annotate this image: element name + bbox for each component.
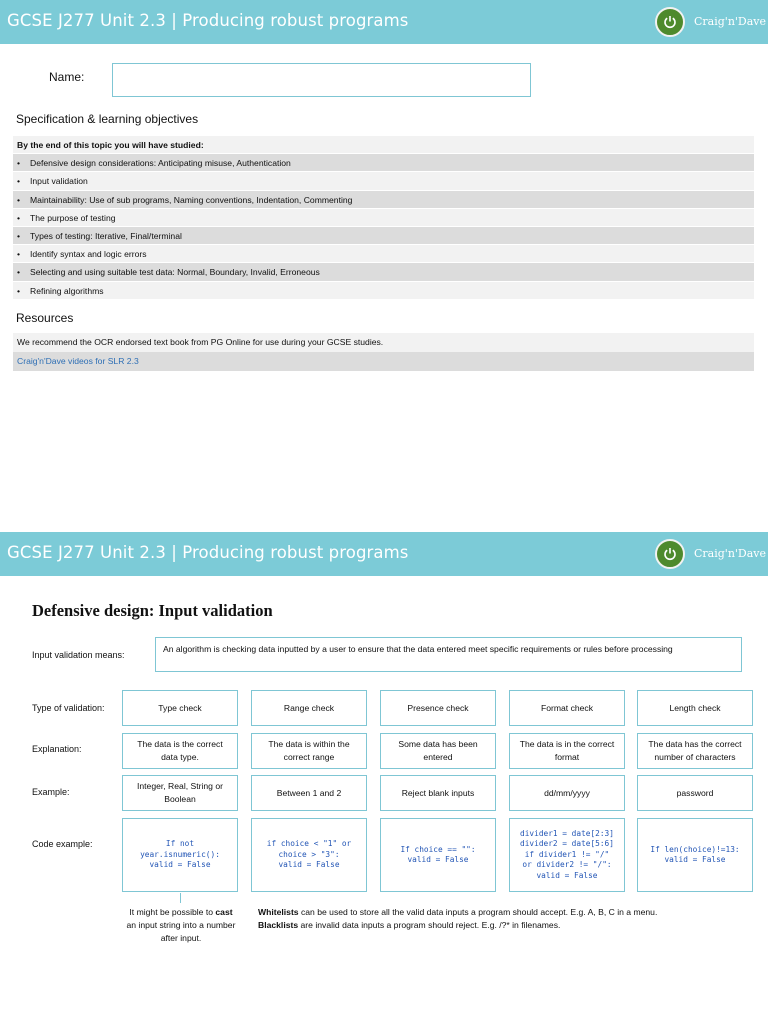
type-cell: Format check bbox=[509, 690, 625, 726]
list-item: • Input validation bbox=[13, 172, 754, 190]
code-snippet: If not year.isnumeric(): valid = False bbox=[140, 839, 220, 870]
logo-text: Craig'n'Dave bbox=[694, 547, 767, 560]
list-item: • Identify syntax and logic errors bbox=[13, 245, 754, 263]
header-bar-page-2 bbox=[0, 532, 768, 576]
code-snippet: if choice < "1" or choice > "3": valid = False bbox=[266, 839, 352, 870]
header-title: GCSE J277 Unit 2.3 | Producing robust programs bbox=[7, 11, 409, 30]
resources-link[interactable]: Craig'n'Dave videos for SLR 2.3 bbox=[13, 352, 754, 371]
power-icon bbox=[655, 539, 685, 569]
name-field[interactable] bbox=[112, 63, 531, 97]
code-cell bbox=[380, 818, 496, 892]
explanation-cell: The data is in the correct format bbox=[509, 733, 625, 769]
code-cell bbox=[122, 818, 238, 892]
example-cell: password bbox=[637, 775, 753, 811]
code-snippet: If len(choice)!=13: valid = False bbox=[650, 844, 740, 864]
definition-box: An algorithm is checking data inputted by a user to ensure that the data entered meet specific requirements or rules before processing bbox=[155, 637, 742, 672]
code-snippet: If choice == "": valid = False bbox=[400, 844, 476, 864]
list-item: • Types of testing: Iterative, Final/terminal bbox=[13, 227, 754, 245]
definition-label: Input validation means: bbox=[32, 650, 125, 660]
type-cell: Range check bbox=[251, 690, 367, 726]
header-bar-page-1 bbox=[0, 0, 768, 44]
code-cell bbox=[251, 818, 367, 892]
page-title: Defensive design: Input validation bbox=[32, 601, 273, 620]
row-label-explanation: Explanation: bbox=[32, 744, 82, 754]
row-label-code: Code example: bbox=[32, 839, 93, 849]
resources-table bbox=[13, 333, 754, 371]
list-item: • The purpose of testing bbox=[13, 209, 754, 227]
spec-heading: Specification & learning objectives bbox=[16, 112, 199, 126]
explanation-cell: The data is the correct data type. bbox=[122, 733, 238, 769]
logo-text: Craig'n'Dave bbox=[694, 15, 767, 28]
example-cell: Between 1 and 2 bbox=[251, 775, 367, 811]
header-title: GCSE J277 Unit 2.3 | Producing robust programs bbox=[7, 543, 409, 562]
list-item: • Selecting and using suitable test data: Normal, Boundary, Invalid, Erroneous bbox=[13, 263, 754, 281]
type-cell: Type check bbox=[122, 690, 238, 726]
explanation-cell: Some data has been entered bbox=[380, 733, 496, 769]
resources-text: We recommend the OCR endorsed text book from PG Online for use during your GCSE studies. bbox=[13, 333, 754, 352]
code-cell bbox=[509, 818, 625, 892]
example-cell: Integer, Real, String or Boolean bbox=[122, 775, 238, 811]
row-label-example: Example: bbox=[32, 787, 70, 797]
type-cell: Length check bbox=[637, 690, 753, 726]
blacklist-line: Blacklists are invalid data inputs a program should reject. E.g. /?* in filenames. bbox=[258, 920, 561, 930]
casting-note: It might be possible to cast an input string into a number after input. bbox=[126, 907, 236, 943]
spec-table bbox=[13, 136, 754, 300]
whitelist-line: Whitelists can be used to store all the valid data inputs a program should accept. E.g. A, B, C in a menu. bbox=[258, 907, 658, 917]
list-item: • Defensive design considerations: Anticipating misuse, Authentication bbox=[13, 154, 754, 172]
name-label: Name: bbox=[49, 70, 85, 84]
spec-intro: By the end of this topic you will have studied: bbox=[13, 136, 754, 154]
power-icon bbox=[655, 7, 685, 37]
example-cell: dd/mm/yyyy bbox=[509, 775, 625, 811]
example-cell: Reject blank inputs bbox=[380, 775, 496, 811]
whitelist-blacklist-note bbox=[258, 906, 748, 932]
code-cell bbox=[637, 818, 753, 892]
list-item: • Maintainability: Use of sub programs, Naming conventions, Indentation, Commenting bbox=[13, 191, 754, 209]
explanation-cell: The data has the correct number of characters bbox=[637, 733, 753, 769]
explanation-cell: The data is within the correct range bbox=[251, 733, 367, 769]
code-snippet: divider1 = date[2:3] divider2 = date[5:6] if divider1 != "/" or divider2 != "/": valid = False bbox=[520, 828, 614, 880]
row-label-type: Type of validation: bbox=[32, 703, 105, 713]
type-cell: Presence check bbox=[380, 690, 496, 726]
connector-line bbox=[180, 893, 181, 903]
resources-heading: Resources bbox=[16, 311, 74, 325]
list-item: • Refining algorithms bbox=[13, 282, 754, 300]
